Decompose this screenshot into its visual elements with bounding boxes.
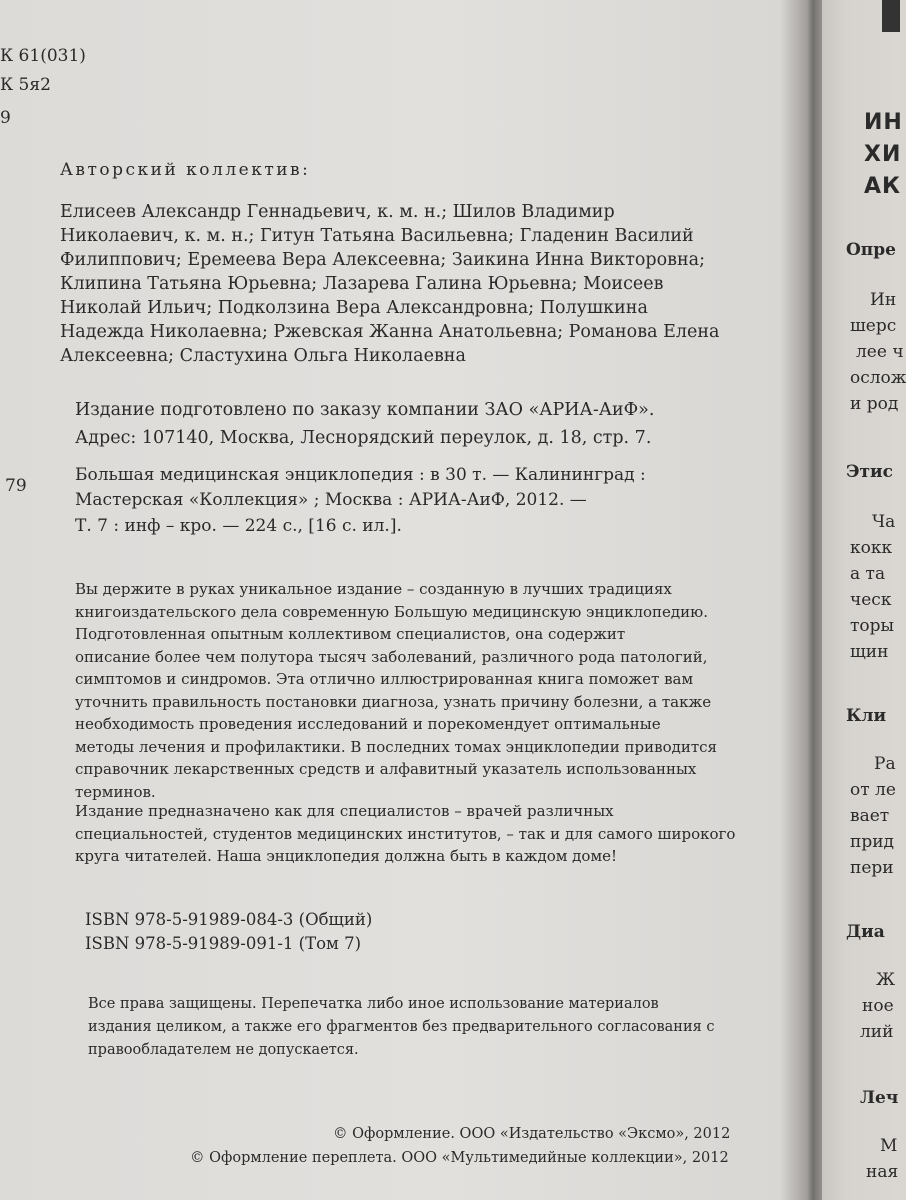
right-heading-fragment: Диа (846, 922, 885, 942)
authors-list (60, 200, 720, 368)
right-text-fragment: щин (850, 642, 889, 662)
authors-line: Филиппович; Еремеева Вера Алексеевна; Заикина Инна Викторовна; (60, 250, 705, 270)
abstract-line: терминов. (75, 782, 156, 801)
isbn-line: ISBN 978-5-91989-091-1 (Том 7) (85, 934, 362, 953)
abstract-line: Вы держите в руках уникальное издание – созданную в лучших традициях (75, 580, 672, 598)
catalog-number: 79 (5, 476, 27, 496)
bbk-code: 9 (0, 108, 11, 128)
right-text-fragment: и род (850, 394, 899, 414)
rights-line: Все права защищены. Перепечатка либо иное использование материалов (88, 996, 659, 1012)
right-text-fragment: Ж (876, 970, 896, 990)
abstract-line: методы лечения и профилактики. В последних томах энциклопедии приводится (75, 737, 717, 756)
authors-title: Авторский коллектив: (60, 160, 311, 180)
right-text-fragment: Ра (874, 754, 896, 774)
isbn-line: ISBN 978-5-91989-084-3 (Общий) (85, 910, 373, 929)
right-page (822, 0, 906, 1200)
right-title-fragment: АК (864, 174, 902, 199)
authors-line: Николаевич, к. м. н.; Гитун Татьяна Васильевна; Гладенин Василий (60, 226, 694, 246)
right-text-fragment: лий (860, 1022, 894, 1042)
right-heading-fragment: Опре (846, 240, 896, 260)
right-text-fragment: кокк (850, 538, 893, 558)
abstract-line: описание более чем полутора тысяч заболеваний, различного рода патологий, (75, 647, 708, 666)
rights-line: издания целиком, а также его фрагментов без предварительного согласования с (88, 1019, 715, 1035)
authors-line: Клипина Татьяна Юрьевна; Лазарева Галина Юрьевна; Моисеев (60, 274, 664, 294)
abstract-line: уточнить правильность постановки диагноза, узнать причину болезни, а также (75, 692, 712, 711)
abstract-line: книгоиздательского дела современную Большую медицинскую энциклопедию. (75, 602, 708, 621)
bbk-code: К 5я2 (0, 75, 51, 95)
catalog-line: Т. 7 : инф – кро. — 224 с., [16 с. ил.]. (75, 516, 402, 536)
right-text-fragment: от ле (850, 780, 896, 800)
copyright-line: © Оформление переплета. ООО «Мультимедийные коллекции», 2012 (190, 1150, 729, 1166)
imprint-line: Адрес: 107140, Москва, Леснорядский переулок, д. 18, стр. 7. (75, 428, 652, 448)
abstract-paragraph (75, 578, 717, 803)
audience-paragraph (75, 800, 735, 868)
authors-line: Николай Ильич; Подколзина Вера Александровна; Полушкина (60, 298, 648, 318)
right-text-fragment: ное (862, 996, 894, 1016)
audience-line: специальностей, студентов медицинских институтов, – так и для самого широкого (75, 824, 736, 843)
right-title-fragment: ИН (864, 110, 903, 135)
abstract-line: Подготовленная опытным коллективом специалистов, она содержит (75, 625, 626, 643)
audience-line: Издание предназначено как для специалистов – врачей различных (75, 802, 614, 820)
right-text-fragment: торы (850, 616, 895, 636)
right-text-fragment: вает (850, 806, 890, 826)
right-heading-fragment: Этис (846, 462, 894, 482)
authors-line: Алексеевна; Сластухина Ольга Николаевна (60, 346, 466, 366)
title-letter-fragment (882, 0, 900, 32)
right-text-fragment: ческ (850, 590, 892, 610)
abstract-line: необходимость проведения исследований и порекомендует оптимальные (75, 715, 661, 733)
abstract-line: справочник лекарственных средств и алфавитный указатель использованных (75, 760, 697, 778)
right-heading-fragment: Кли (846, 706, 887, 726)
catalog-line: Большая медицинская энциклопедия : в 30 т. — Калининград : (75, 465, 646, 485)
bbk-code: К 61(031) (0, 46, 86, 66)
authors-line: Надежда Николаевна; Ржевская Жанна Анатольевна; Романова Елена (60, 322, 720, 342)
right-text-fragment: прид (850, 832, 895, 852)
right-text-fragment: а та (850, 564, 886, 584)
right-text-fragment: ослож (850, 368, 906, 388)
imprint-line: Издание подготовлено по заказу компании ЗАО «АРИА-АиФ». (75, 400, 655, 420)
audience-line: круга читателей. Наша энциклопедия должна быть в каждом доме! (75, 847, 618, 865)
catalog-line: Мастерская «Коллекция» ; Москва : АРИА-АиФ, 2012. — (75, 490, 587, 510)
copyright-line: © Оформление. ООО «Издательство «Эксмо», 2012 (333, 1126, 731, 1142)
right-text-fragment: пери (850, 858, 894, 878)
right-title-fragment: ХИ (864, 142, 902, 167)
abstract-line: симптомов и синдромов. Эта отлично иллюстрированная книга поможет вам (75, 670, 694, 688)
right-heading-fragment: Леч (860, 1088, 899, 1108)
right-text-fragment: М (880, 1136, 898, 1156)
rights-line: правообладателем не допускается. (88, 1042, 359, 1058)
right-text-fragment: Ча (872, 512, 896, 532)
authors-line: Елисеев Александр Геннадьевич, к. м. н.; Шилов Владимир (60, 202, 615, 222)
right-text-fragment: ная (866, 1162, 899, 1182)
right-text-fragment: шерс (850, 316, 897, 336)
right-text-fragment: лее ч (856, 342, 904, 362)
right-text-fragment: Ин (870, 290, 897, 310)
